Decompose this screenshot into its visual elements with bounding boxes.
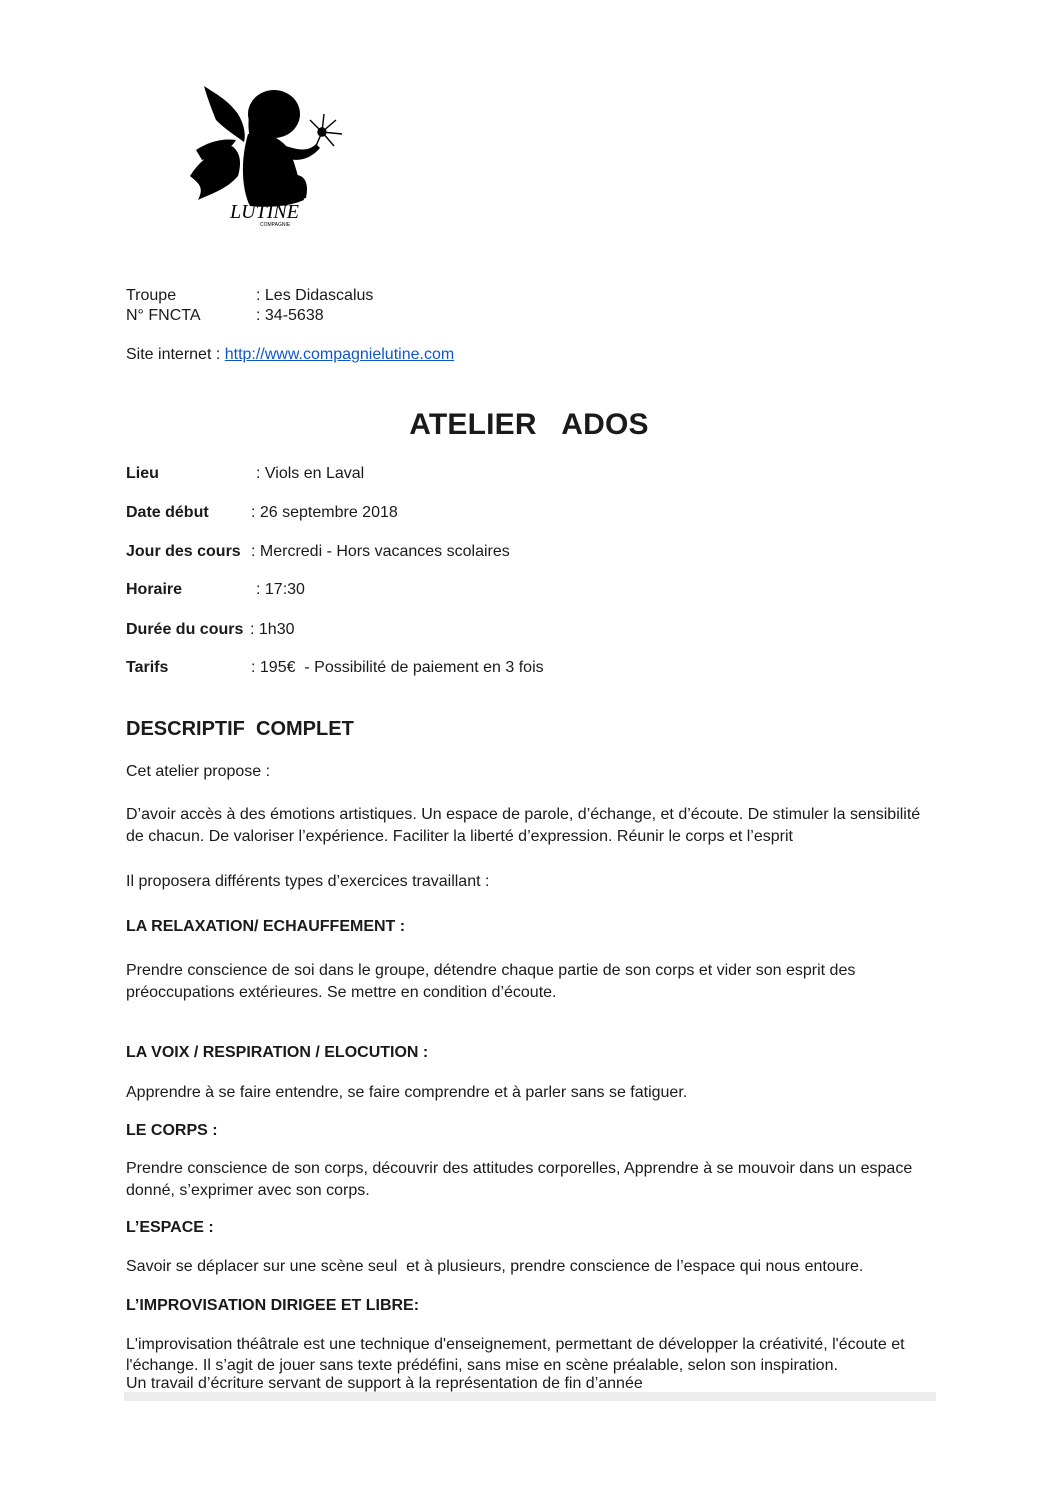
page-title: ATELIER ADOS	[409, 408, 649, 441]
section-heading-espace: L’ESPACE :	[126, 1219, 214, 1236]
section-text-improvisation-2: Un travail d’écriture servant de support à la représentation de fin d’année	[126, 1375, 643, 1392]
descriptif-paragraph-1: D’avoir accès à des émotions artistiques. Un espace de parole, d’échange, et d’écoute. De stimuler la sensibilité de chacun. De valoriser l’expérience. Faciliter la liberté d’expression. Réunir le corps et l’esprit	[126, 806, 921, 845]
descriptif-heading: DESCRIPTIF COMPLET	[126, 718, 354, 740]
fncta-label: N° FNCTA	[126, 307, 201, 324]
section-text-espace: Savoir se déplacer sur une scène seul et à plusieurs, prendre conscience de l’espace qui nous entoure.	[126, 1258, 864, 1275]
section-text-improvisation: L'improvisation théâtrale est une technique d'enseignement, permettant de développer la créativité, l'écoute et l'échange. Il s’agit de jouer sans texte prédéfini, sans mise en scène préalable, selon son inspiration.	[126, 1336, 905, 1374]
logo-brand-subtext: COMPAGNIE	[260, 222, 291, 228]
info-value-lieu: : Viols en Laval	[256, 465, 365, 482]
section-text-voix: Apprendre à se faire entendre, se faire comprendre et à parler sans se fatiguer.	[126, 1084, 688, 1101]
info-value-jour: : Mercredi - Hors vacances scolaires	[251, 543, 510, 560]
info-label-duree: Durée du cours	[126, 621, 244, 638]
info-label-tarifs: Tarifs	[126, 659, 169, 676]
page-footer-bar	[124, 1392, 936, 1401]
section-heading-improvisation: L’IMPROVISATION DIRIGEE ET LIBRE:	[126, 1297, 420, 1314]
info-label-jour: Jour des cours	[126, 543, 241, 560]
info-value-horaire: : 17:30	[256, 581, 305, 598]
fairy-wing-upper	[204, 86, 245, 142]
info-label-date: Date début	[126, 504, 209, 521]
section-text-corps: Prendre conscience de son corps, découvrir des attitudes corporelles, Apprendre à se mouvoir dans un espace donné, s’exprimer avec son corps.	[126, 1160, 913, 1199]
info-value-duree: : 1h30	[250, 621, 295, 638]
troupe-label: Troupe	[126, 287, 177, 304]
flower-icon	[310, 114, 342, 146]
site-label: Site internet :	[126, 346, 225, 363]
lutine-logo	[186, 80, 362, 230]
fairy-arm	[286, 144, 320, 160]
fairy-body	[243, 133, 304, 207]
site-link[interactable]: http://www.compagnielutine.com	[224, 346, 455, 363]
section-heading-relaxation: LA RELAXATION/ ECHAUFFEMENT :	[126, 918, 406, 935]
info-label-lieu: Lieu	[126, 465, 159, 482]
descriptif-intro: Cet atelier propose :	[126, 763, 271, 780]
descriptif-paragraph-2: Il proposera différents types d’exercices travaillant :	[126, 873, 490, 890]
section-heading-voix: LA VOIX / RESPIRATION / ELOCUTION :	[126, 1044, 429, 1061]
info-value-date: : 26 septembre 2018	[251, 504, 398, 521]
section-heading-corps: LE CORPS :	[126, 1122, 218, 1139]
site-line	[126, 345, 454, 365]
info-label-horaire: Horaire	[126, 581, 183, 598]
section-text-relaxation: Prendre conscience de soi dans le groupe, détendre chaque partie de son corps et vider son esprit des préoccupations extérieures. Se mettre en condition d’écoute.	[126, 962, 856, 1001]
logo-brand-text: LUTINE	[230, 201, 299, 223]
troupe-value: : Les Didascalus	[256, 287, 374, 304]
fncta-value: : 34-5638	[256, 307, 324, 324]
info-value-tarifs: : 195€ - Possibilité de paiement en 3 fois	[251, 659, 544, 676]
